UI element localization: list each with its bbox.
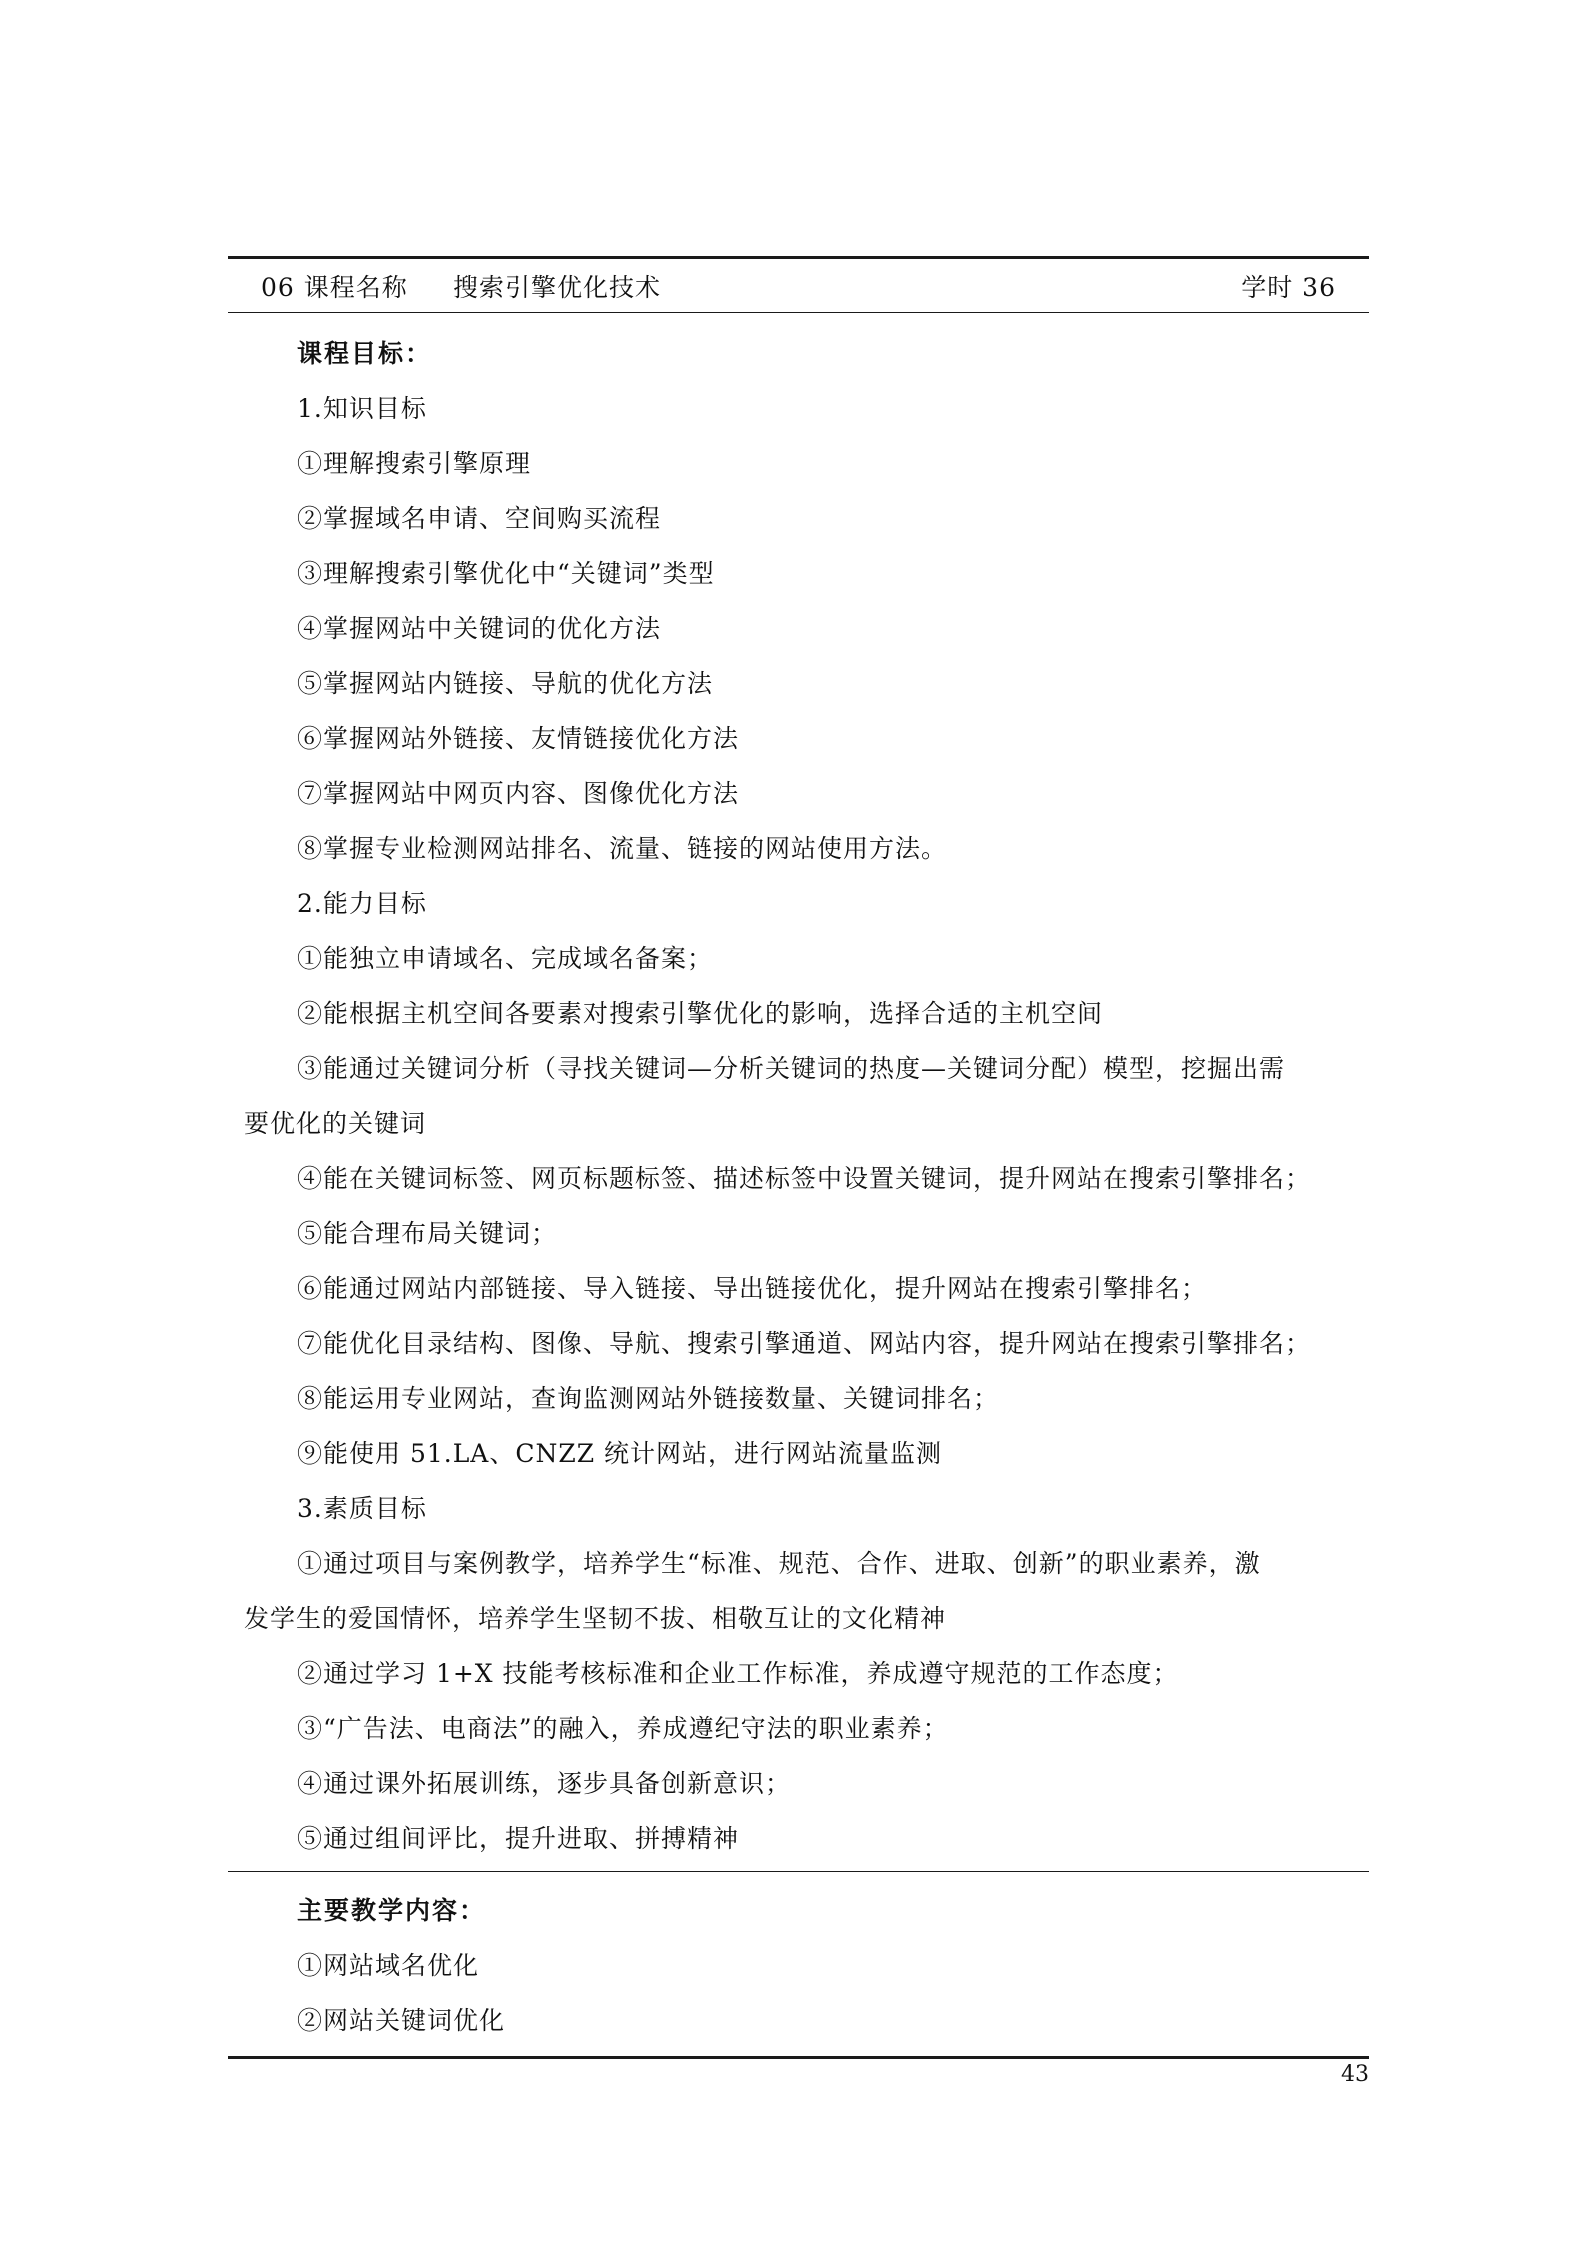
quality-item: ①通过项目与案例教学，培养学生“标准、规范、合作、进取、创新”的职业素养，激	[297, 1549, 1261, 1578]
ability-item: ⑤能合理布局关键词；	[297, 1219, 558, 1248]
ability-heading: 2.能力目标	[297, 889, 427, 918]
knowledge-item: ⑦掌握网站中网页内容、图像优化方法	[297, 779, 740, 808]
course-header-row	[228, 258, 1369, 314]
course-name: 搜索引擎优化技术	[453, 273, 662, 302]
ability-item: ⑦能优化目录结构、图像、导航、搜索引擎通道、网站内容，提升网站在搜索引擎排名；	[297, 1329, 1312, 1358]
ability-item: ④能在关键词标签、网页标题标签、描述标签中设置关键词，提升网站在搜索引擎排名；	[297, 1164, 1312, 1193]
quality-item: ②通过学习 1+X 技能考核标准和企业工作标准，养成遵守规范的工作态度；	[297, 1659, 1179, 1688]
course-hours: 学时 36	[1241, 273, 1336, 302]
ability-item: ⑥能通过网站内部链接、导入链接、导出链接优化，提升网站在搜索引擎排名；	[297, 1274, 1208, 1303]
objectives-section	[244, 326, 1364, 1866]
content-item: ②网站关键词优化	[297, 2006, 506, 2035]
knowledge-item: ⑤掌握网站内链接、导航的优化方法	[297, 669, 714, 698]
header-divider	[228, 312, 1369, 313]
content-title: 主要教学内容：	[297, 1896, 487, 1925]
ability-item: ①能独立申请域名、完成域名备案；	[297, 944, 714, 973]
content-section	[244, 1883, 1364, 2048]
knowledge-item: ④掌握网站中关键词的优化方法	[297, 614, 662, 643]
quality-item-continuation: 发学生的爱国情怀，培养学生坚韧不拔、相敬互让的文化精神	[244, 1604, 947, 1633]
quality-item: ③“广告法、电商法”的融入，养成遵纪守法的职业素养；	[297, 1714, 949, 1743]
knowledge-heading: 1.知识目标	[297, 394, 427, 423]
ability-item: ③能通过关键词分析（寻找关键词—分析关键词的热度—关键词分配）模型，挖掘出需	[297, 1054, 1286, 1083]
knowledge-item: ①理解搜索引擎原理	[297, 449, 532, 478]
ability-item: ⑧能运用专业网站，查询监测网站外链接数量、关键词排名；	[297, 1384, 1000, 1413]
knowledge-item: ⑧掌握专业检测网站排名、流量、链接的网站使用方法。	[297, 834, 948, 863]
table-bottom-rule	[228, 2056, 1369, 2059]
knowledge-item: ②掌握域名申请、空间购买流程	[297, 504, 662, 533]
objectives-title: 课程目标：	[297, 339, 433, 368]
ability-item: ②能根据主机空间各要素对搜索引擎优化的影响，选择合适的主机空间	[297, 999, 1104, 1028]
section-divider	[228, 1871, 1369, 1872]
quality-heading: 3.素质目标	[297, 1494, 427, 1523]
ability-item-continuation: 要优化的关键词	[244, 1109, 427, 1138]
knowledge-item: ⑥掌握网站外链接、友情链接优化方法	[297, 724, 740, 753]
quality-item: ④通过课外拓展训练，逐步具备创新意识；	[297, 1769, 792, 1798]
page-number: 43	[1341, 2062, 1369, 2087]
content-item: ①网站域名优化	[297, 1951, 480, 1980]
course-code-label: 06 课程名称	[261, 273, 408, 302]
quality-item: ⑤通过组间评比，提升进取、拼搏精神	[297, 1824, 740, 1853]
ability-item: ⑨能使用 51.LA、CNZZ 统计网站，进行网站流量监测	[297, 1439, 943, 1468]
knowledge-item: ③理解搜索引擎优化中“关键词”类型	[297, 559, 715, 588]
